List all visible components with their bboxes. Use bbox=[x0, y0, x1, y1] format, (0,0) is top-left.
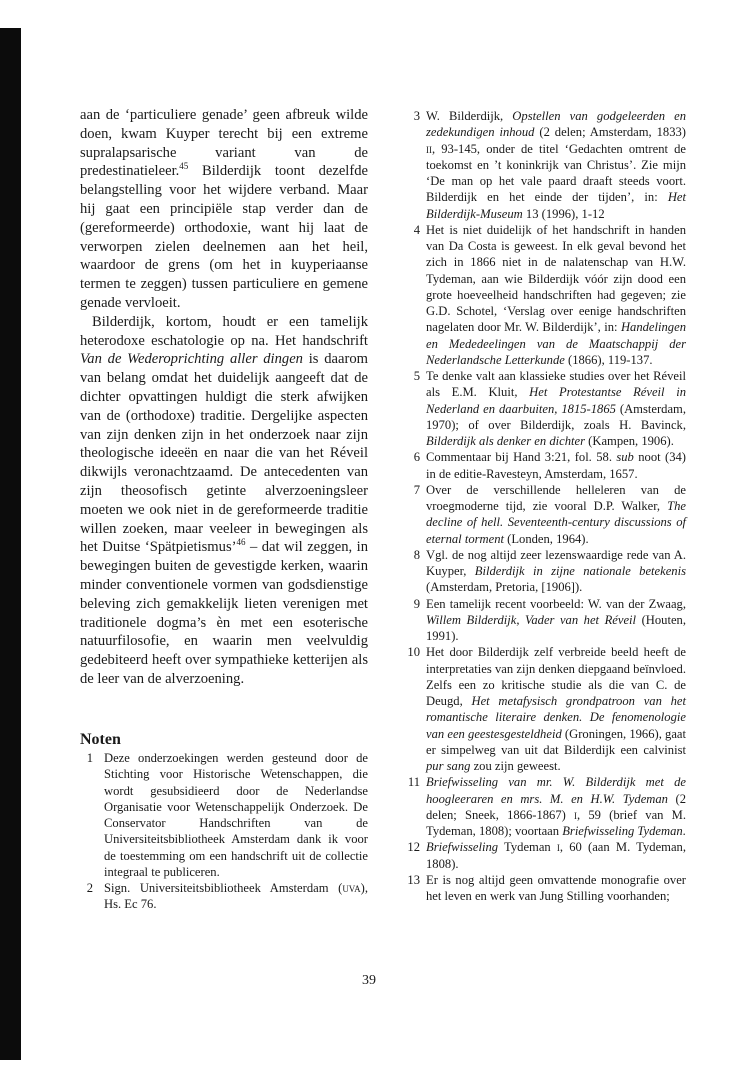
footnote-text: Het Bilderdijk-Museum bbox=[426, 190, 686, 221]
body-paragraph-2 bbox=[80, 313, 368, 689]
main-text-column bbox=[80, 106, 368, 689]
scan-edge-bar bbox=[0, 28, 21, 1060]
footnote-text: noot (34) in de editie-Ravesteyn, Amsterdam, 1657. bbox=[426, 450, 686, 481]
body-text: is daarom van belang omdat het duidelijk aangeeft dat de dichter opvattingen huldigt die sterk afwijken van de (orthodoxe) traditie. Dergelijke aspecten van zijn denken zijn in het onderzoek naar zijn theologische ideeën en naar die van het Réveil dikwijls veronachtzaamd. De antecedenten van zijn theosofisch getinte alverzoeningsleer moeten we ook niet in de gereformeerde traditie willen zoeken, maar veeleer in bewegingen als het Duitse ‘Spätpietismus’ bbox=[80, 351, 368, 556]
footnote-text: Over de verschillende helleleren van de vroegmoderne tijd, zie vooral D.P. Walker, bbox=[426, 482, 686, 513]
footnote-3 bbox=[404, 108, 686, 222]
footnote-text: Het Protestantse Réveil in Nederland en daarbuiten, 1815-1865 bbox=[426, 385, 686, 416]
footnote-5 bbox=[404, 368, 686, 449]
footnote-text: i bbox=[556, 840, 560, 855]
footnote-number: 11 bbox=[407, 775, 420, 790]
footnote-text: pur sang bbox=[426, 759, 471, 773]
notes-list-left bbox=[80, 750, 368, 913]
footnote-number: 13 bbox=[407, 872, 420, 887]
footnote-number: 5 bbox=[413, 369, 420, 383]
footnote-text: Sign. Universiteitsbibliotheek Amsterdam ( bbox=[104, 881, 343, 895]
footnote-9 bbox=[404, 596, 686, 645]
footnote-text: (Groningen, 1966), gaat er simpelweg van uit dat Bilderdijk een calvinist bbox=[426, 726, 686, 757]
footnote-number: 2 bbox=[86, 881, 93, 895]
footnote-text: Het is niet duidelijk of het handschrift in handen van Da Costa is geweest. In elk geval bevond het zich in 1866 niet in de nalatenschap van H.W. Tydeman, aan wie Bilderdijk vóór zijn dood een grote hoeveelheid handschriften had gegeven; zie G.D. Schotel, ‘Verslag over eenige handschriften nagelaten door Mr. W. Bilderdijk’, in: bbox=[426, 222, 686, 335]
footnote-8 bbox=[404, 547, 686, 596]
footnote-text: Commentaar bij Hand 3:21, fol. 58. bbox=[426, 450, 617, 465]
footnote-text: Er is nog altijd geen omvattende monografie over het leven en werk van Jung Stilling voorhanden; bbox=[426, 872, 686, 903]
footnote-1 bbox=[80, 750, 368, 880]
footnote-text: Briefwisseling bbox=[426, 840, 499, 855]
footnote-number: 7 bbox=[413, 482, 420, 497]
footnote-12 bbox=[404, 839, 686, 872]
footnote-text: (Houten, 1991). bbox=[426, 612, 686, 643]
body-text: Bilderdijk toont dezelfde belangstelling voor het wijdere verband. Maar hij gaat een principiële stap verder dan de (gereformeerde) orthodoxie, want hij laat de verworpen zielen deelnemen aan het heil, waardoor de grens (om het in kuyperiaanse termen te zeggen) tussen particuliere en gemene genade vervloeit. bbox=[80, 163, 368, 311]
body-text: – dat wil zeggen, in bewegingen buiten de gevestigde kerken, waarin minder conventionele vormen van godsdienstige beleving zich gemakkelijk lieten verenigen met traditionele dogma’s èn met een esoterische natuurfilosofie, en waarin men veelvuldig gedebiteerd heeft over sympathieke ketterijen als de leer van de alverzoening. bbox=[80, 539, 368, 687]
footnote-text: (2 delen; Sneek, 1866-1867) bbox=[426, 791, 686, 822]
footnote-text: Deze onderzoekingen werden gesteund door de Stichting voor Historische Wetenschappen, die wordt gesubsidieerd door de Nederlandse Organisatie voor Wetenschappelijk Onderzoek. De Conservator Handschriften van de Universiteitsbibliotheek Amsterdam dank ik voor de toestemming om een handschrift uit de collectie integraal te publiceren. bbox=[104, 751, 368, 879]
footnote-text: uva bbox=[342, 881, 361, 895]
footnote-text: Te denke valt aan klassieke studies over het Réveil als E.M. Kluit, bbox=[426, 369, 686, 400]
manuscript-title: Van de Wederoprichting aller dingen bbox=[80, 351, 303, 368]
body-text: Bilderdijk, kortom, houdt er een tamelijk heterodoxe eschatologie op na. Het handschrift bbox=[80, 313, 368, 349]
notes-heading: Noten bbox=[80, 731, 121, 748]
footnote-4 bbox=[404, 222, 686, 368]
footnote-text: The decline of hell. Seventeenth-century discussions of eternal torment bbox=[426, 499, 686, 546]
footnote-number: 8 bbox=[413, 547, 420, 562]
footnote-11 bbox=[404, 774, 686, 839]
footnote-text: Willem Bilderdijk, Vader van het Réveil bbox=[426, 612, 637, 627]
footnote-text: Een tamelijk recent voorbeeld: W. van der Zwaag, bbox=[426, 596, 686, 611]
body-paragraph-1 bbox=[80, 106, 368, 313]
footnote-text: Het metafysisch grondpatroon van het romantische literaire denken. De fenomenologie van een geestesgesteldheid bbox=[426, 694, 687, 741]
footnote-text: Vgl. de nog altijd zeer lezenswaardige rede van A. Kuyper, bbox=[426, 547, 686, 578]
footnote-number: 3 bbox=[413, 109, 420, 123]
footnote-text: i bbox=[574, 807, 578, 822]
footnote-text: sub bbox=[616, 450, 634, 465]
footnote-text: ), Hs. Ec 76. bbox=[104, 881, 368, 912]
footnote-text: , 59 (brief van M. Tydeman, 1808); voortaan bbox=[426, 807, 686, 838]
footnote-text: W. Bilderdijk, bbox=[426, 109, 513, 123]
footnote-number: 1 bbox=[86, 751, 93, 765]
page-number: 39 bbox=[362, 973, 376, 988]
footnote-text: ii bbox=[426, 141, 432, 156]
footnote-2 bbox=[80, 880, 368, 913]
footnote-text: zou zijn geweest. bbox=[470, 759, 561, 773]
footnote-text: . bbox=[682, 824, 686, 838]
footnote-ref-45: 45 bbox=[179, 161, 189, 172]
body-text: aan de ‘particuliere genade’ geen afbreuk wilde doen, kwam Kuyper terecht bij een extreme supralapsarische variant van de predestinatieleer. bbox=[80, 107, 368, 180]
notes-list-right bbox=[404, 108, 686, 904]
footnote-text: Briefwisseling Tydeman bbox=[562, 824, 683, 838]
footnote-number: 4 bbox=[413, 222, 420, 237]
footnote-text: Bilderdijk in zijne nationale betekenis bbox=[474, 564, 686, 578]
footnote-number: 9 bbox=[413, 596, 420, 611]
footnote-7 bbox=[404, 482, 686, 547]
footnote-ref-46: 46 bbox=[236, 537, 246, 548]
footnote-text: , 93-145, onder de titel ‘Gedachten omtrent de toekomst en ’t koninkrijk van Christus’. Zie mijn ‘De man op het vale paard draaft steeds voort. Bilderdijk en het einde der tijden’, in: bbox=[426, 141, 686, 205]
footnote-text: 13 (1996), 1-12 bbox=[522, 206, 605, 221]
footnote-text: (Amsterdam, 1970); of over Bilderdijk, zoals H. Bavinck, bbox=[426, 401, 686, 432]
footnote-13 bbox=[404, 872, 686, 905]
footnote-text: Het door Bilderdijk zelf verbreide beeld heeft de interpretaties van zijn denken diepgaand beïnvloed. Zelfs een zo kritische studie als die van C. de Deugd, bbox=[426, 645, 686, 708]
footnote-text: (Amsterdam, Pretoria, [1906]). bbox=[426, 580, 583, 595]
footnote-10 bbox=[404, 644, 686, 774]
footnote-text: (Kampen, 1906). bbox=[585, 434, 674, 448]
footnote-text: (1866), 119-137. bbox=[564, 352, 653, 367]
footnote-6 bbox=[404, 449, 686, 482]
footnote-text: Bilderdijk als denker en dichter bbox=[426, 434, 586, 448]
footnote-text: Handelingen en Mededeelingen van de Maatschappij der Nederlandsche Letterkunde bbox=[426, 320, 686, 367]
footnote-text: , 60 (aan M. Tydeman, 1808). bbox=[426, 840, 687, 871]
footnote-text: (2 delen; Amsterdam, 1833) bbox=[534, 125, 686, 140]
footnote-number: 6 bbox=[413, 450, 420, 465]
footnote-text: Tydeman bbox=[498, 840, 557, 855]
footnote-number: 10 bbox=[407, 645, 420, 660]
footnote-text: Briefwisseling van mr. W. Bilderdijk met de hoogleeraren en mrs. M. en H.W. Tydeman bbox=[426, 775, 686, 806]
footnote-number: 12 bbox=[407, 840, 420, 855]
footnote-text: (Londen, 1964). bbox=[504, 531, 589, 546]
footnote-text: Opstellen van godgeleerden en zedekundigen inhoud bbox=[426, 109, 686, 140]
